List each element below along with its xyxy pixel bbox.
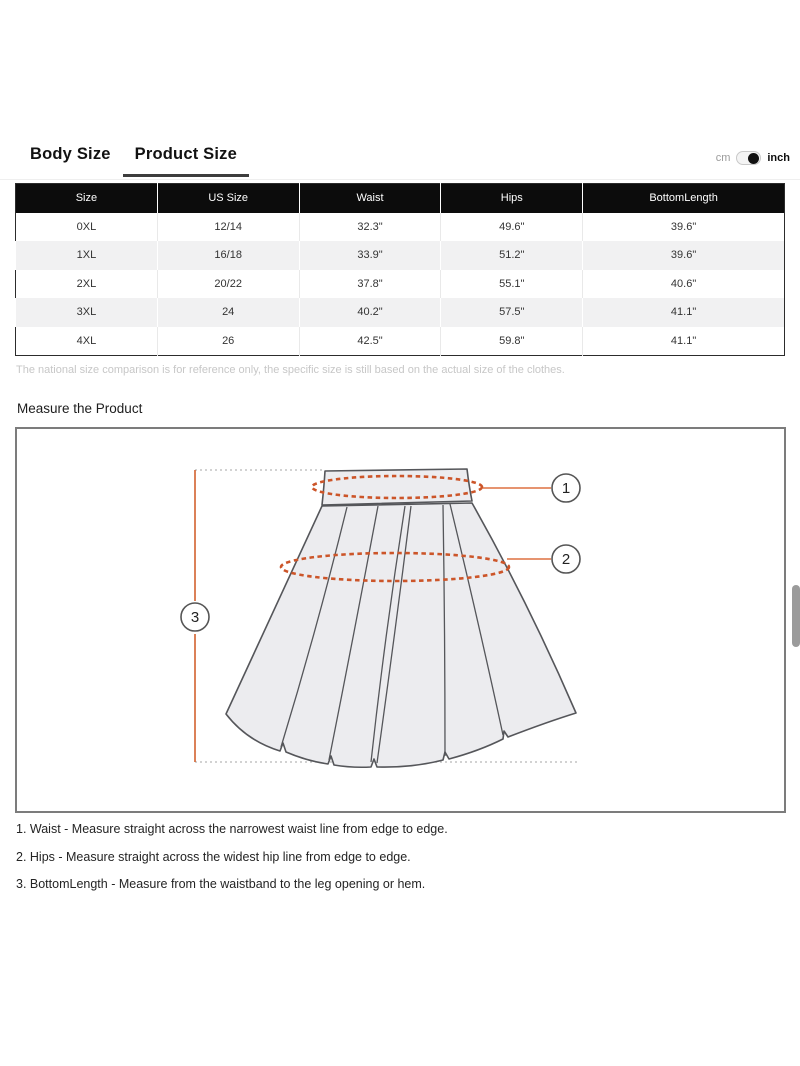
callout-2-number: 2	[561, 551, 571, 568]
callout-3-number: 3	[190, 609, 200, 626]
table-cell: 20/22	[157, 270, 299, 299]
column-header: Size	[16, 184, 158, 213]
table-cell: 40.2"	[299, 298, 441, 327]
table-cell: 49.6"	[441, 213, 583, 242]
column-header: Hips	[441, 184, 583, 213]
table-cell: 40.6"	[583, 270, 785, 299]
column-header: US Size	[157, 184, 299, 213]
table-cell: 32.3"	[299, 213, 441, 242]
table-cell: 51.2"	[441, 241, 583, 270]
column-header: BottomLength	[583, 184, 785, 213]
measure-instructions	[16, 822, 448, 905]
column-header: Waist	[299, 184, 441, 213]
table-row	[16, 270, 785, 299]
skirt-diagram-svg	[17, 429, 784, 811]
instruction-bottomlength: 3. BottomLength - Measure from the waistband to the leg opening or hem.	[16, 877, 426, 891]
table-cell: 55.1"	[441, 270, 583, 299]
table-cell: 12/14	[157, 213, 299, 242]
table-cell: 4XL	[16, 327, 158, 356]
table-row	[16, 298, 785, 327]
instruction-waist: 1. Waist - Measure straight across the narrowest waist line from edge to edge.	[16, 822, 448, 836]
table-cell: 41.1"	[583, 298, 785, 327]
toggle-knob	[748, 153, 759, 164]
table-header-row	[16, 184, 785, 213]
measure-section-title: Measure the Product	[17, 401, 143, 416]
size-tab-bar	[0, 141, 800, 180]
callout-2	[552, 545, 580, 573]
table-cell: 26	[157, 327, 299, 356]
callout-1	[552, 474, 580, 502]
table-cell: 2XL	[16, 270, 158, 299]
unit-toggle	[716, 151, 790, 165]
table-cell: 57.5"	[441, 298, 583, 327]
table-cell: 0XL	[16, 213, 158, 242]
table-cell: 39.6"	[583, 213, 785, 242]
table-cell: 39.6"	[583, 241, 785, 270]
measure-diagram	[15, 427, 786, 813]
callout-3	[181, 603, 209, 631]
product-size-table	[15, 183, 785, 356]
table-cell: 24	[157, 298, 299, 327]
inch-label: inch	[767, 152, 790, 164]
table-row	[16, 213, 785, 242]
table-cell: 42.5"	[299, 327, 441, 356]
table-cell: 1XL	[16, 241, 158, 270]
unit-toggle-switch[interactable]	[736, 151, 761, 165]
skirt-body	[226, 503, 576, 767]
instruction-hips: 2. Hips - Measure straight across the widest hip line from edge to edge.	[16, 849, 411, 864]
table-cell: 16/18	[157, 241, 299, 270]
table-row	[16, 241, 785, 270]
scrollbar-thumb[interactable]	[792, 585, 800, 647]
tab-body-size[interactable]: Body Size	[18, 141, 123, 174]
table-cell: 59.8"	[441, 327, 583, 356]
table-row	[16, 327, 785, 356]
table-cell: 37.8"	[299, 270, 441, 299]
tab-product-size[interactable]: Product Size	[123, 141, 249, 177]
skirt-waistband	[322, 469, 472, 505]
callout-1-number: 1	[561, 480, 571, 497]
table-cell: 33.9"	[299, 241, 441, 270]
cm-label: cm	[715, 152, 731, 164]
reference-note: The national size comparison is for reference only, the specific size is still based on the actual size of the clothes.	[16, 364, 565, 376]
table-cell: 3XL	[16, 298, 158, 327]
table-cell: 41.1"	[583, 327, 785, 356]
